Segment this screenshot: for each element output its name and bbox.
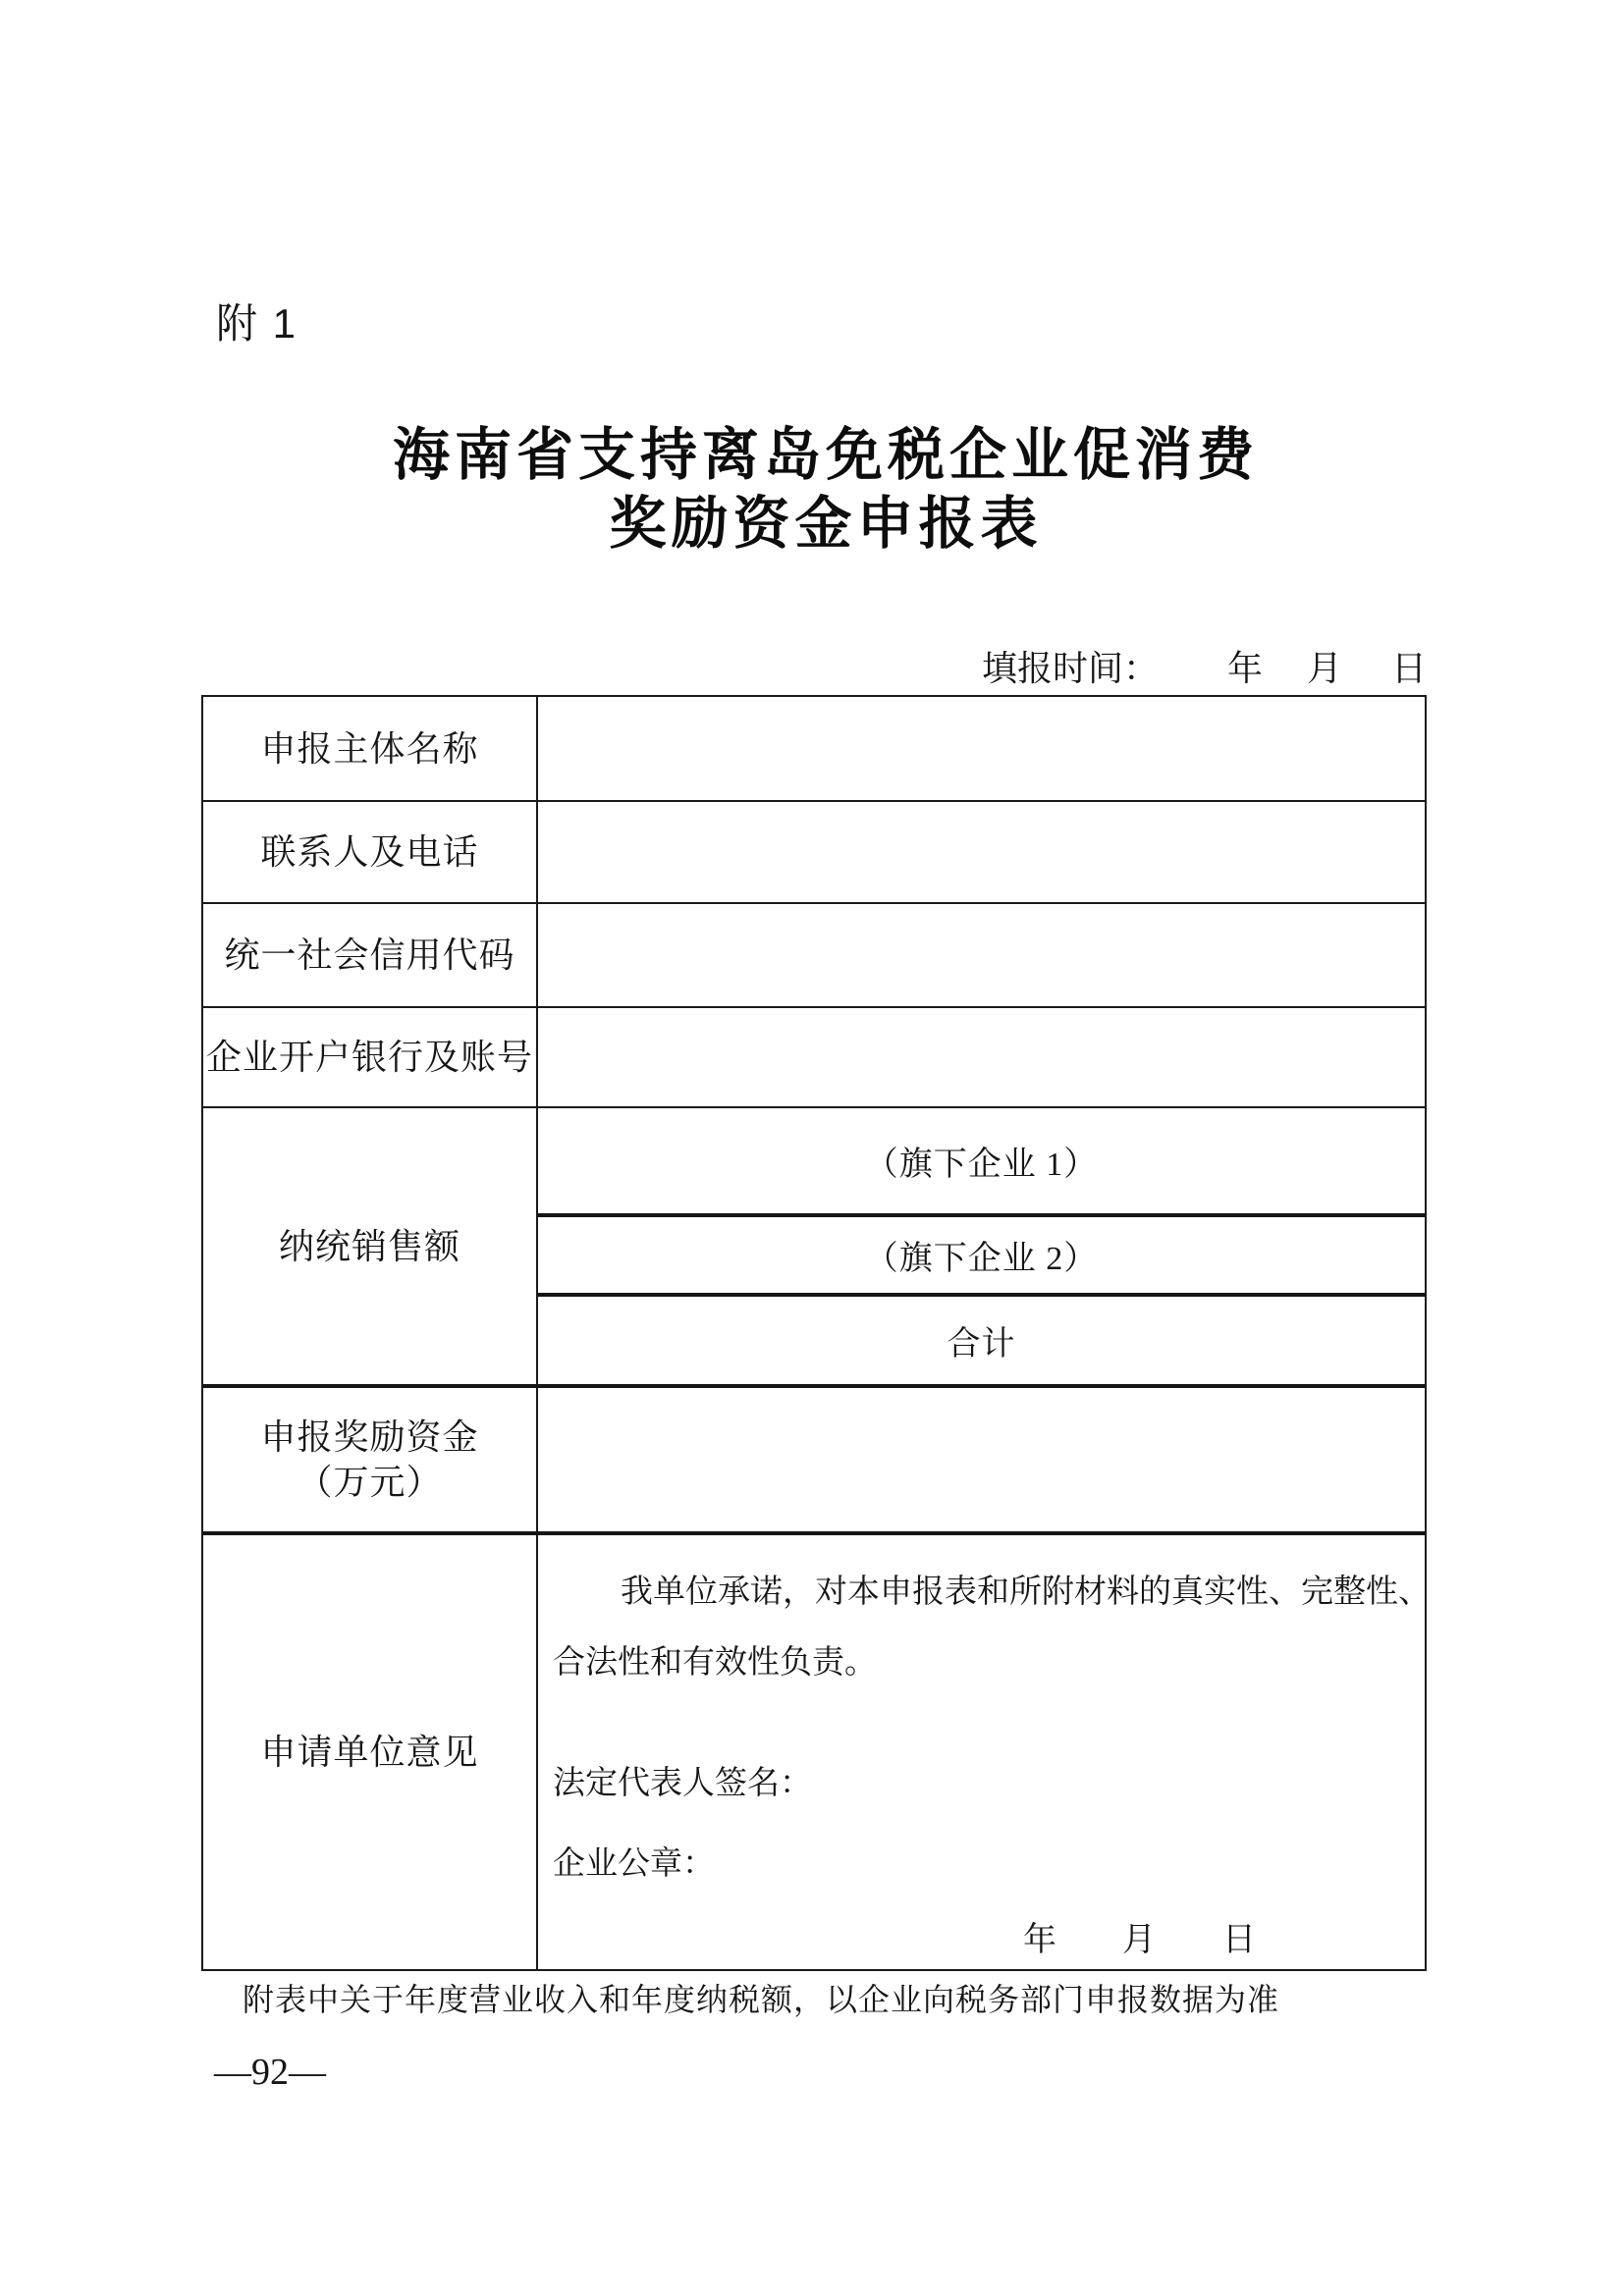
- table-row-reward-amount: [203, 1384, 1425, 1531]
- opinion-date-line: [553, 1919, 1431, 1962]
- fill-time-month: 月: [1306, 649, 1342, 688]
- value-cell-contact: [538, 802, 1425, 902]
- application-form-table: [201, 695, 1431, 1971]
- fill-time-label: 填报时间：: [981, 649, 1159, 688]
- opinion-signature-label: 法定代表人签名：: [553, 1766, 812, 1801]
- sales-subrow-total: 合计: [538, 1293, 1425, 1384]
- row-label-bank-account: 企业开户银行及账号: [203, 1008, 538, 1106]
- reward-label-line2: （万元）: [297, 1463, 443, 1502]
- row-label-sales: 纳统销售额: [203, 1108, 538, 1384]
- opinion-commitment-line2: 合法性和有效性负责。: [553, 1645, 877, 1681]
- value-cell-bank-account: [538, 1008, 1425, 1106]
- fill-time-day: 日: [1390, 649, 1427, 688]
- row-label-opinion: 申请单位意见: [203, 1535, 538, 1969]
- form-title-line2: 奖励资金申报表: [609, 492, 1043, 556]
- opinion-cell: [538, 1535, 1431, 1969]
- table-row-entity-name: [203, 697, 1425, 800]
- value-cell-credit-code: [538, 904, 1425, 1006]
- page-number: —92—: [214, 2052, 326, 2093]
- opinion-date-month: 月: [1122, 1922, 1156, 1958]
- sales-sub-rows: [538, 1108, 1425, 1384]
- form-title: [201, 421, 1427, 559]
- opinion-date-year: 年: [1023, 1922, 1056, 1958]
- table-row-contact: [203, 800, 1425, 902]
- reward-label-line1: 申报奖励资金: [260, 1417, 479, 1457]
- form-title-line1: 海南省支持离岛免税企业促消费: [392, 423, 1259, 487]
- table-row-bank-account: [203, 1006, 1425, 1106]
- sales-subrow-subsidiary-2: （旗下企业 2）: [538, 1213, 1425, 1293]
- value-cell-reward-amount: [538, 1388, 1425, 1531]
- row-label-entity-name: 申报主体名称: [203, 697, 538, 800]
- row-label-reward-amount: [203, 1388, 538, 1531]
- attachment-label: 附 1: [216, 300, 298, 347]
- fill-time-year: 年: [1226, 649, 1263, 688]
- opinion-seal-label: 企业公章：: [553, 1846, 715, 1882]
- row-label-credit-code: 统一社会信用代码: [203, 904, 538, 1006]
- fill-time-line: [982, 647, 1427, 690]
- table-row-opinion: [203, 1531, 1431, 1969]
- footnote: 附表中关于年度营业收入和年度纳税额，以企业向税务部门申报数据为准: [243, 1982, 1280, 2017]
- sales-subrow-subsidiary-1: （旗下企业 1）: [864, 1147, 1099, 1183]
- opinion-commitment-line1: 我单位承诺，对本申报表和所附材料的真实性、完整性、: [621, 1575, 1431, 1610]
- table-row-credit-code: [203, 902, 1425, 1006]
- value-cell-entity-name: [538, 697, 1425, 800]
- opinion-date-day: 日: [1222, 1922, 1256, 1958]
- row-label-contact: 联系人及电话: [203, 802, 538, 902]
- table-row-sales: [203, 1106, 1425, 1384]
